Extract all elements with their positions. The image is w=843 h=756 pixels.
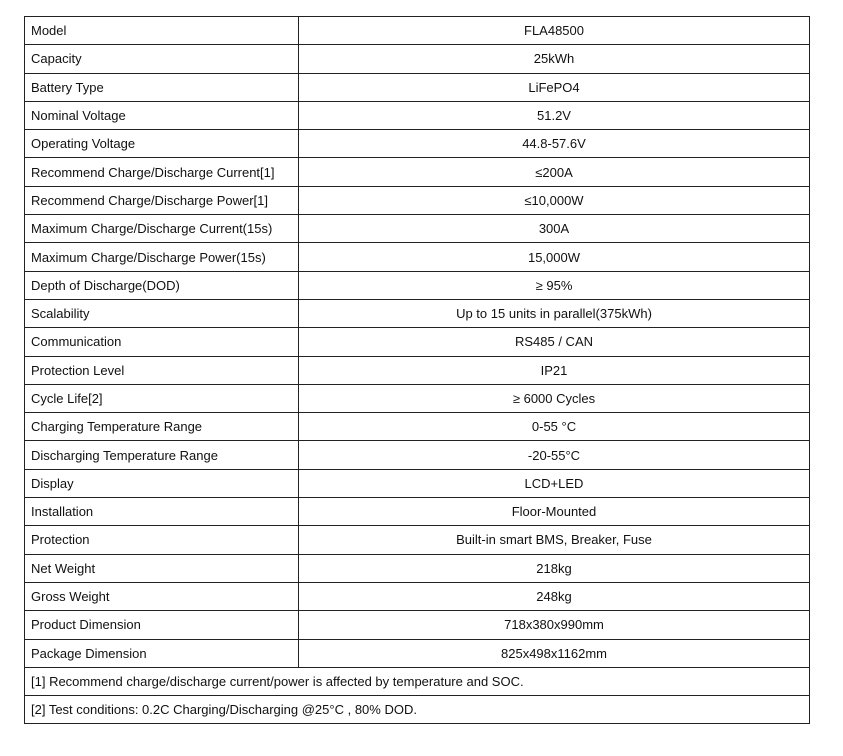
table-row	[25, 526, 810, 554]
row-label: Charging Temperature Range	[25, 413, 299, 441]
table-row	[25, 299, 810, 327]
table-row	[25, 328, 810, 356]
row-value: IP21	[299, 356, 810, 384]
row-label: Installation	[25, 498, 299, 526]
table-row	[25, 469, 810, 497]
row-label: Discharging Temperature Range	[25, 441, 299, 469]
row-value: 44.8-57.6V	[299, 130, 810, 158]
row-value: ≤10,000W	[299, 186, 810, 214]
row-value: ≤200A	[299, 158, 810, 186]
table-row	[25, 498, 810, 526]
row-value: 248kg	[299, 582, 810, 610]
row-label: Gross Weight	[25, 582, 299, 610]
table-row	[25, 413, 810, 441]
row-value: 51.2V	[299, 101, 810, 129]
table-row	[25, 73, 810, 101]
row-label: Nominal Voltage	[25, 101, 299, 129]
row-label: Depth of Discharge(DOD)	[25, 271, 299, 299]
footnote-row	[25, 696, 810, 724]
row-label: Capacity	[25, 45, 299, 73]
row-label: Package Dimension	[25, 639, 299, 667]
row-label: Maximum Charge/Discharge Current(15s)	[25, 215, 299, 243]
row-label: Recommend Charge/Discharge Current[1]	[25, 158, 299, 186]
row-label: Communication	[25, 328, 299, 356]
row-label: Net Weight	[25, 554, 299, 582]
row-label: Product Dimension	[25, 611, 299, 639]
row-label: Operating Voltage	[25, 130, 299, 158]
table-row	[25, 45, 810, 73]
row-value: 825x498x1162mm	[299, 639, 810, 667]
table-row	[25, 17, 810, 45]
table-row	[25, 158, 810, 186]
row-value: LiFePO4	[299, 73, 810, 101]
row-value: 718x380x990mm	[299, 611, 810, 639]
table-row	[25, 384, 810, 412]
row-label: Protection	[25, 526, 299, 554]
footnote-2: [2] Test conditions: 0.2C Charging/Discharging @25°C , 80% DOD.	[25, 696, 810, 724]
row-value: FLA48500	[299, 17, 810, 45]
footnote-row	[25, 667, 810, 695]
spec-table	[24, 16, 810, 724]
row-value: ≥ 95%	[299, 271, 810, 299]
table-row	[25, 639, 810, 667]
table-row	[25, 243, 810, 271]
row-label: Recommend Charge/Discharge Power[1]	[25, 186, 299, 214]
row-label: Battery Type	[25, 73, 299, 101]
table-row	[25, 356, 810, 384]
row-label: Model	[25, 17, 299, 45]
table-row	[25, 271, 810, 299]
table-row	[25, 101, 810, 129]
footnote-1: [1] Recommend charge/discharge current/power is affected by temperature and SOC.	[25, 667, 810, 695]
table-row	[25, 130, 810, 158]
table-row	[25, 441, 810, 469]
row-label: Protection Level	[25, 356, 299, 384]
row-value: ≥ 6000 Cycles	[299, 384, 810, 412]
row-value: -20-55°C	[299, 441, 810, 469]
table-row	[25, 611, 810, 639]
table-row	[25, 186, 810, 214]
row-value: RS485 / CAN	[299, 328, 810, 356]
row-value: 300A	[299, 215, 810, 243]
row-value: LCD+LED	[299, 469, 810, 497]
row-value: 218kg	[299, 554, 810, 582]
table-row	[25, 582, 810, 610]
row-value: 0-55 °C	[299, 413, 810, 441]
table-row	[25, 554, 810, 582]
row-value: Floor-Mounted	[299, 498, 810, 526]
row-label: Scalability	[25, 299, 299, 327]
row-label: Cycle Life[2]	[25, 384, 299, 412]
table-row	[25, 215, 810, 243]
row-value: 15,000W	[299, 243, 810, 271]
row-label: Display	[25, 469, 299, 497]
row-label: Maximum Charge/Discharge Power(15s)	[25, 243, 299, 271]
row-value: Built-in smart BMS, Breaker, Fuse	[299, 526, 810, 554]
row-value: Up to 15 units in parallel(375kWh)	[299, 299, 810, 327]
row-value: 25kWh	[299, 45, 810, 73]
